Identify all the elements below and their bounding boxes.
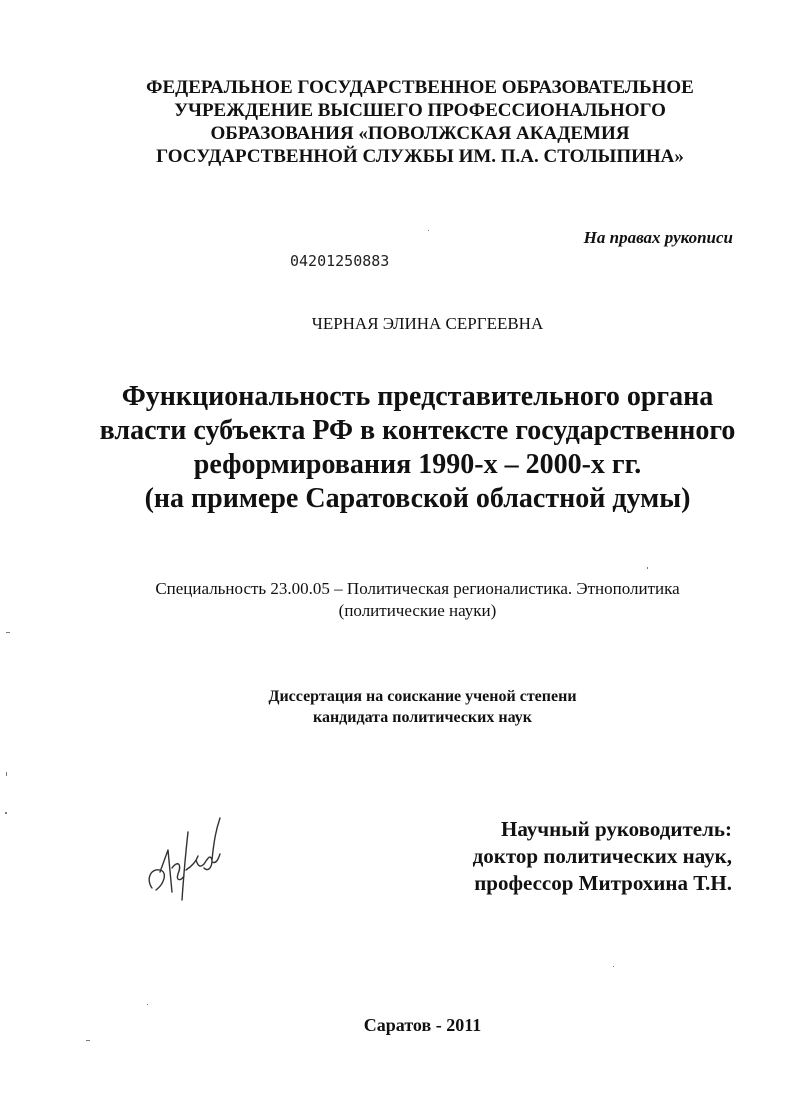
specialty-line-2: (политические науки) xyxy=(338,601,497,620)
scan-speck xyxy=(6,632,10,633)
catalog-code: 04201250883 xyxy=(290,252,390,270)
dissertation-title xyxy=(20,380,795,516)
author-name: ЧЕРНАЯ ЭЛИНА СЕРГЕЕВНА xyxy=(311,314,544,333)
institution-line-1: ФЕДЕРАЛЬНОЕ ГОСУДАРСТВЕННОЕ ОБРАЗОВАТЕЛЬНОЕ xyxy=(146,77,694,98)
degree-statement xyxy=(25,686,795,728)
scan-speck xyxy=(428,230,429,231)
title-line-2: власти субъекта РФ в контексте государственного xyxy=(99,415,736,446)
city-year: Саратов - 2011 xyxy=(363,1015,482,1035)
institution-header xyxy=(80,76,760,168)
advisor-line-3: профессор Митрохина Т.Н. xyxy=(474,871,732,895)
specialty-line-1: Специальность 23.00.05 – Политическая регионалистика. Этнополитика xyxy=(155,579,680,598)
scan-speck xyxy=(5,812,7,814)
advisor-line-2: доктор политических наук, xyxy=(472,844,732,868)
degree-line-1: Диссертация на соискание ученой степени xyxy=(268,688,577,705)
specialty xyxy=(20,578,795,622)
institution-line-3: ОБРАЗОВАНИЯ «ПОВОЛЖСКАЯ АКАДЕМИЯ xyxy=(210,123,630,144)
manuscript-note: На правах рукописи xyxy=(583,228,733,247)
handwritten-signature xyxy=(138,810,238,910)
scan-speck xyxy=(647,567,648,569)
degree-line-2: кандидата политических наук xyxy=(312,709,532,726)
title-line-1: Функциональность представительного органа xyxy=(121,381,714,412)
scan-speck xyxy=(6,772,7,776)
scan-speck xyxy=(147,1004,148,1005)
advisor-line-1: Научный руководитель: xyxy=(501,817,732,841)
institution-line-4: ГОСУДАРСТВЕННОЙ СЛУЖБЫ ИМ. П.А. СТОЛЫПИНА» xyxy=(156,146,684,167)
institution-line-2: УЧРЕЖДЕНИЕ ВЫСШЕГО ПРОФЕССИОНАЛЬНОГО xyxy=(174,100,666,121)
scientific-advisor xyxy=(473,816,732,897)
title-line-3: реформирования 1990-х – 2000-х гг. xyxy=(193,449,642,480)
title-line-4: (на примере Саратовской областной думы) xyxy=(144,483,691,514)
scan-speck xyxy=(86,1040,90,1041)
scan-speck xyxy=(613,966,614,967)
